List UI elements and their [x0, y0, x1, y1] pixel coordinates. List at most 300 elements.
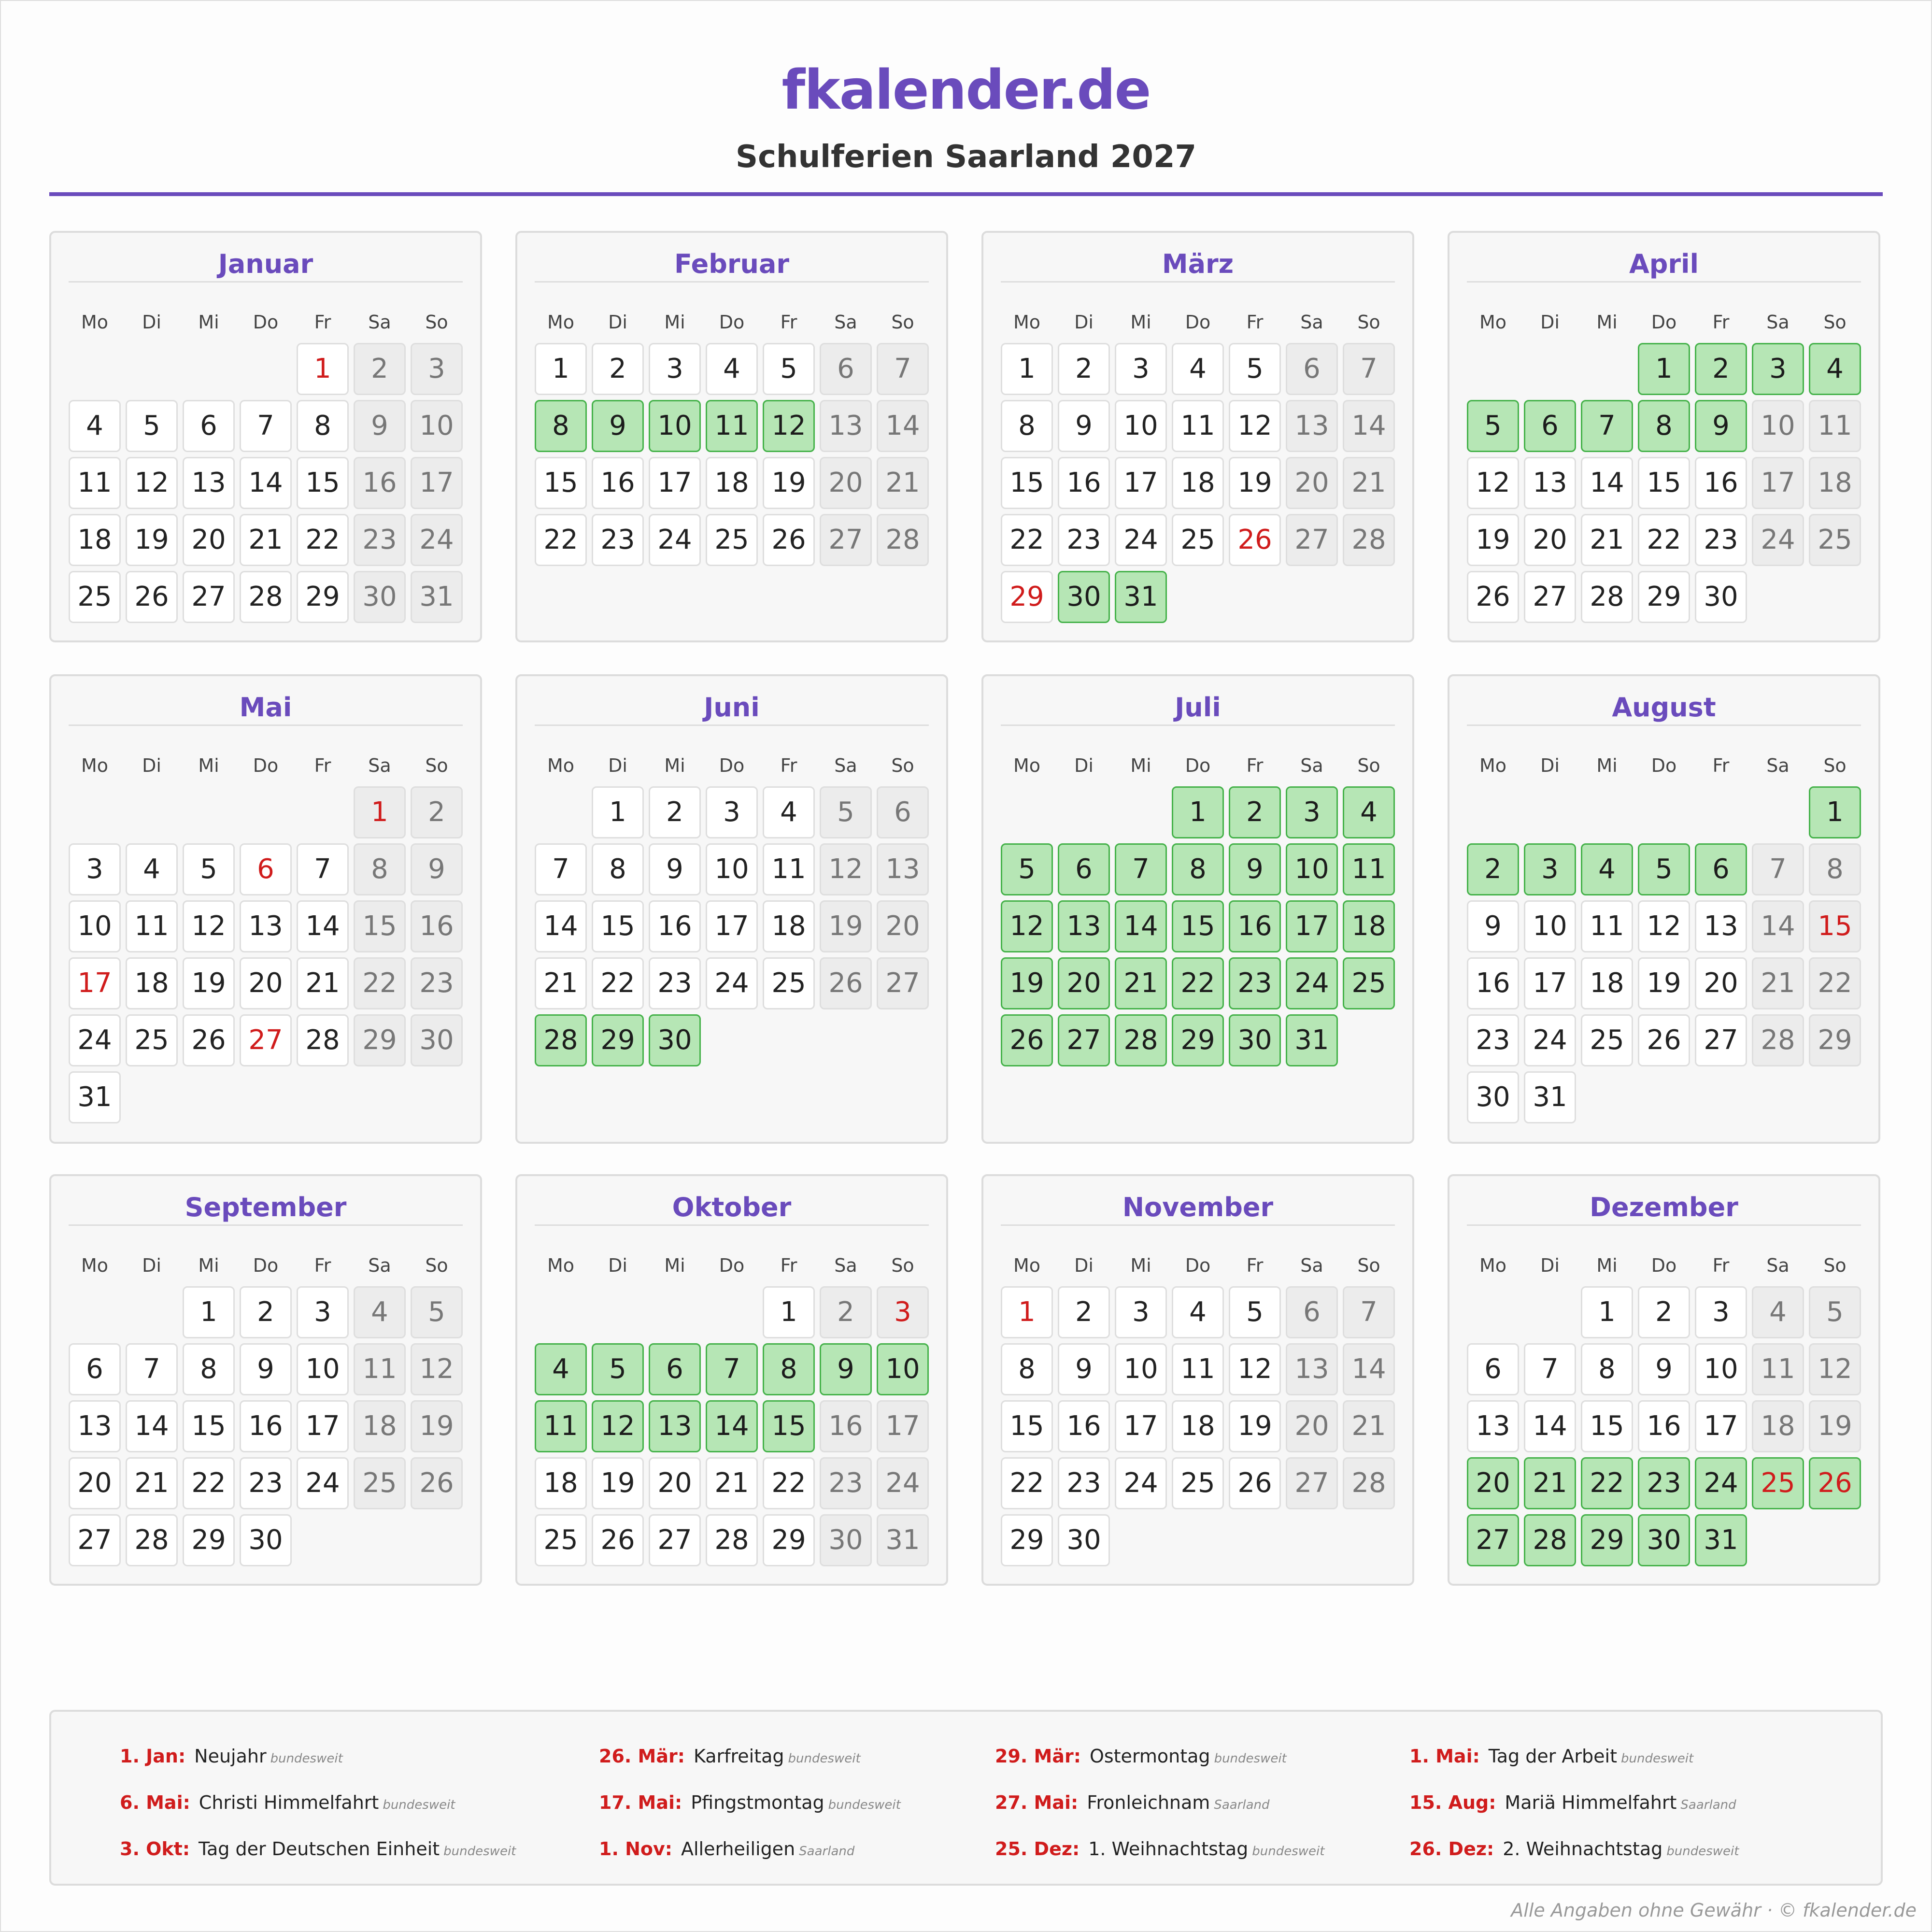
day-cell: 26 — [1467, 571, 1519, 623]
day-cell: 14 — [1115, 900, 1167, 952]
day-cell: 17 — [411, 457, 463, 509]
day-cell: 9 — [1058, 400, 1110, 452]
legend-holiday-name: Fronleichnam — [1087, 1792, 1210, 1813]
day-cell: 14 — [297, 900, 349, 952]
weekday-header: So — [891, 312, 914, 333]
month-4 — [1448, 231, 1880, 642]
weekday-header: Fr — [1246, 1255, 1264, 1276]
day-cell: 2 — [592, 343, 644, 395]
day-cell: 30 — [820, 1514, 872, 1566]
weekday-header: So — [1823, 1255, 1847, 1276]
day-cell: 5 — [126, 400, 178, 452]
page-title: Schulferien Saarland 2027 — [735, 139, 1197, 175]
day-cell: 3 — [706, 786, 758, 838]
day-cell: 30 — [1229, 1014, 1281, 1066]
day-cell: 18 — [1581, 957, 1633, 1009]
month-11 — [981, 1174, 1414, 1586]
day-cell: 31 — [1695, 1514, 1747, 1566]
day-cell: 3 — [1524, 843, 1576, 895]
day-cell: 11 — [1752, 1343, 1804, 1395]
day-cell: 6 — [183, 400, 235, 452]
weekday-header: Mo — [1013, 755, 1041, 776]
legend-entry — [120, 1742, 343, 1771]
day-cell: 29 — [354, 1014, 406, 1066]
day-cell: 22 — [535, 514, 587, 566]
day-cell: 5 — [1229, 1286, 1281, 1338]
day-cell: 16 — [411, 900, 463, 952]
day-cell: 14 — [535, 900, 587, 952]
month-1 — [49, 231, 482, 642]
day-cell: 21 — [1115, 957, 1167, 1009]
weekday-header: Mi — [1596, 755, 1618, 776]
legend-holiday-name: 1. Weihnachtstag — [1088, 1838, 1249, 1860]
weekday-header: So — [1357, 312, 1380, 333]
day-cell: 18 — [1752, 1400, 1804, 1452]
day-cell: 27 — [1524, 571, 1576, 623]
day-cell: 20 — [820, 457, 872, 509]
day-cell: 24 — [1115, 514, 1167, 566]
day-cell: 8 — [1001, 400, 1053, 452]
day-cell: 27 — [69, 1514, 121, 1566]
day-cell: 4 — [1172, 343, 1224, 395]
legend-holiday-name: Neujahr — [194, 1746, 267, 1767]
day-cell: 11 — [1809, 400, 1861, 452]
legend-date: 3. Okt: — [120, 1838, 190, 1860]
day-cell: 21 — [877, 457, 929, 509]
day-cell: 17 — [877, 1400, 929, 1452]
day-cell: 27 — [183, 571, 235, 623]
day-cell: 11 — [69, 457, 121, 509]
day-cell: 6 — [1524, 400, 1576, 452]
footer-disclaimer: Alle Angaben ohne Gewähr · © fkalender.de — [1511, 1900, 1917, 1921]
legend-entry — [120, 1834, 516, 1863]
weekday-header: Sa — [1300, 312, 1323, 333]
day-cell: 13 — [1286, 400, 1338, 452]
day-cell: 8 — [1638, 400, 1690, 452]
day-cell: 13 — [877, 843, 929, 895]
legend-holiday-name: Ostermontag — [1089, 1746, 1210, 1767]
day-cell: 24 — [297, 1457, 349, 1509]
day-cell: 26 — [820, 957, 872, 1009]
weekday-header: So — [425, 312, 448, 333]
day-cell: 23 — [820, 1457, 872, 1509]
day-cell: 15 — [1638, 457, 1690, 509]
day-cell: 24 — [1286, 957, 1338, 1009]
day-cell: 25 — [1581, 1014, 1633, 1066]
weekday-header: Fr — [780, 755, 797, 776]
day-cell: 12 — [820, 843, 872, 895]
day-cell: 4 — [1581, 843, 1633, 895]
day-cell: 30 — [240, 1514, 292, 1566]
day-cell: 8 — [183, 1343, 235, 1395]
weekday-header: Mi — [198, 1255, 219, 1276]
day-cell: 10 — [297, 1343, 349, 1395]
weekday-header: Mi — [1130, 755, 1151, 776]
weekday-header: Do — [1185, 1255, 1211, 1276]
day-cell: 19 — [1001, 957, 1053, 1009]
day-cell: 26 — [592, 1514, 644, 1566]
day-cell: 13 — [820, 400, 872, 452]
month-name: August — [1467, 691, 1861, 726]
day-cell: 18 — [1809, 457, 1861, 509]
weekday-header: Fr — [314, 1255, 331, 1276]
day-cell: 23 — [592, 514, 644, 566]
day-cell: 2 — [649, 786, 701, 838]
day-cell: 13 — [1524, 457, 1576, 509]
day-cell: 19 — [820, 900, 872, 952]
weekday-header: Sa — [1766, 1255, 1790, 1276]
weekday-header: Mi — [1130, 1255, 1151, 1276]
day-cell: 19 — [1467, 514, 1519, 566]
day-cell: 19 — [126, 514, 178, 566]
day-cell: 22 — [1001, 514, 1053, 566]
day-cell: 22 — [1581, 1457, 1633, 1509]
day-cell: 28 — [1343, 1457, 1395, 1509]
day-cell: 8 — [1172, 843, 1224, 895]
weekday-header: Di — [608, 1255, 627, 1276]
day-cell: 23 — [1467, 1014, 1519, 1066]
day-cell: 11 — [535, 1400, 587, 1452]
day-cell: 31 — [411, 571, 463, 623]
day-cell: 20 — [877, 900, 929, 952]
day-cell: 25 — [763, 957, 815, 1009]
legend-date: 25. Dez: — [995, 1838, 1080, 1860]
weekday-header: Fr — [1712, 755, 1730, 776]
weekday-header: Mo — [1479, 1255, 1507, 1276]
day-cell: 7 — [706, 1343, 758, 1395]
legend-scope: bundesweit — [1666, 1844, 1739, 1859]
legend-entry — [995, 1834, 1324, 1863]
weekday-header: So — [425, 755, 448, 776]
day-cell: 18 — [354, 1400, 406, 1452]
day-cell: 6 — [1286, 1286, 1338, 1338]
day-cell: 14 — [1752, 900, 1804, 952]
day-cell: 7 — [1524, 1343, 1576, 1395]
weekday-header: Di — [1540, 755, 1560, 776]
weekday-header: Do — [253, 312, 279, 333]
day-cell: 3 — [411, 343, 463, 395]
weekday-header: Sa — [368, 312, 391, 333]
day-cell: 28 — [297, 1014, 349, 1066]
day-cell: 11 — [1581, 900, 1633, 952]
month-name: November — [1001, 1191, 1395, 1226]
day-cell: 25 — [535, 1514, 587, 1566]
day-cell: 9 — [240, 1343, 292, 1395]
weekday-header: Di — [1540, 1255, 1560, 1276]
legend-date: 26. Mär: — [599, 1746, 685, 1767]
day-cell: 23 — [354, 514, 406, 566]
day-cell: 12 — [126, 457, 178, 509]
day-cell: 21 — [240, 514, 292, 566]
day-cell: 10 — [706, 843, 758, 895]
day-cell: 22 — [592, 957, 644, 1009]
legend-scope: bundesweit — [1252, 1844, 1325, 1859]
day-cell: 9 — [1229, 843, 1281, 895]
day-cell: 18 — [706, 457, 758, 509]
weekday-header: Mo — [81, 1255, 109, 1276]
day-cell: 20 — [1058, 957, 1110, 1009]
legend-scope: bundesweit — [1214, 1751, 1287, 1766]
day-cell: 13 — [240, 900, 292, 952]
weekday-header: Sa — [368, 755, 391, 776]
day-cell: 23 — [1638, 1457, 1690, 1509]
weekday-header: So — [425, 1255, 448, 1276]
day-cell: 23 — [1695, 514, 1747, 566]
day-cell: 20 — [183, 514, 235, 566]
day-cell: 6 — [820, 343, 872, 395]
legend-scope: bundesweit — [828, 1798, 901, 1812]
day-cell: 21 — [706, 1457, 758, 1509]
weekday-header: Do — [253, 755, 279, 776]
weekday-header: Mo — [81, 312, 109, 333]
day-cell: 17 — [297, 1400, 349, 1452]
legend-date: 27. Mai: — [995, 1792, 1079, 1813]
legend-entry — [599, 1788, 901, 1817]
weekday-header: Di — [608, 755, 627, 776]
day-cell: 27 — [240, 1014, 292, 1066]
day-cell: 19 — [1809, 1400, 1861, 1452]
day-cell: 17 — [1752, 457, 1804, 509]
day-cell: 7 — [535, 843, 587, 895]
day-cell: 28 — [1581, 571, 1633, 623]
weekday-header: Do — [719, 312, 745, 333]
day-cell: 27 — [820, 514, 872, 566]
day-cell: 1 — [354, 786, 406, 838]
day-cell: 2 — [411, 786, 463, 838]
day-cell: 25 — [1172, 1457, 1224, 1509]
day-cell: 9 — [592, 400, 644, 452]
day-cell: 7 — [1343, 343, 1395, 395]
day-cell: 28 — [1115, 1014, 1167, 1066]
day-cell: 28 — [535, 1014, 587, 1066]
weekday-header: Di — [142, 755, 161, 776]
legend-holiday-name: Tag der Arbeit — [1488, 1746, 1617, 1767]
legend-date: 26. Dez: — [1409, 1838, 1494, 1860]
day-cell: 14 — [1581, 457, 1633, 509]
day-cell: 15 — [1581, 1400, 1633, 1452]
legend-entry — [1409, 1742, 1693, 1771]
weekday-header: Mo — [547, 312, 575, 333]
legend-entry — [120, 1788, 455, 1817]
day-cell: 26 — [1001, 1014, 1053, 1066]
day-cell: 23 — [1229, 957, 1281, 1009]
day-cell: 23 — [1058, 514, 1110, 566]
weekday-header: So — [891, 1255, 914, 1276]
month-name: Juni — [535, 691, 929, 726]
day-cell: 14 — [877, 400, 929, 452]
legend-scope: Saarland — [799, 1844, 855, 1859]
day-cell: 13 — [1467, 1400, 1519, 1452]
month-name: April — [1467, 247, 1861, 283]
day-cell: 12 — [1638, 900, 1690, 952]
day-cell: 14 — [240, 457, 292, 509]
day-cell: 7 — [240, 400, 292, 452]
day-cell: 6 — [1695, 843, 1747, 895]
day-cell: 27 — [1695, 1014, 1747, 1066]
day-cell: 1 — [1638, 343, 1690, 395]
legend-date: 15. Aug: — [1409, 1792, 1496, 1813]
day-cell: 10 — [1115, 1343, 1167, 1395]
day-cell: 15 — [592, 900, 644, 952]
day-cell: 1 — [1809, 786, 1861, 838]
month-name: September — [69, 1191, 463, 1226]
day-cell: 25 — [1343, 957, 1395, 1009]
day-cell: 12 — [763, 400, 815, 452]
day-cell: 16 — [1467, 957, 1519, 1009]
day-cell: 20 — [1286, 457, 1338, 509]
month-name: Januar — [69, 247, 463, 283]
day-cell: 5 — [1809, 1286, 1861, 1338]
weekday-header: Di — [1540, 312, 1560, 333]
day-cell: 1 — [297, 343, 349, 395]
day-cell: 30 — [649, 1014, 701, 1066]
day-cell: 12 — [1001, 900, 1053, 952]
day-cell: 28 — [126, 1514, 178, 1566]
weekday-header: Sa — [1766, 312, 1790, 333]
day-cell: 18 — [126, 957, 178, 1009]
day-cell: 17 — [1524, 957, 1576, 1009]
day-cell: 17 — [69, 957, 121, 1009]
day-cell: 8 — [1001, 1343, 1053, 1395]
day-cell: 28 — [1752, 1014, 1804, 1066]
day-cell: 26 — [411, 1457, 463, 1509]
legend-scope: bundesweit — [1620, 1751, 1694, 1766]
day-cell: 29 — [1581, 1514, 1633, 1566]
day-cell: 27 — [649, 1514, 701, 1566]
day-cell: 4 — [706, 343, 758, 395]
day-cell: 28 — [877, 514, 929, 566]
day-cell: 10 — [877, 1343, 929, 1395]
weekday-header: Fr — [1246, 312, 1264, 333]
weekday-header: Do — [1651, 312, 1677, 333]
day-cell: 22 — [1638, 514, 1690, 566]
day-cell: 1 — [1172, 786, 1224, 838]
day-cell: 20 — [1467, 1457, 1519, 1509]
weekday-header: So — [1357, 755, 1380, 776]
day-cell: 8 — [1809, 843, 1861, 895]
day-cell: 4 — [535, 1343, 587, 1395]
weekday-header: Di — [1074, 312, 1094, 333]
weekday-header: Sa — [368, 1255, 391, 1276]
day-cell: 26 — [1809, 1457, 1861, 1509]
day-cell: 26 — [1229, 1457, 1281, 1509]
day-cell: 18 — [1343, 900, 1395, 952]
day-cell: 15 — [1809, 900, 1861, 952]
weekday-header: Mo — [547, 755, 575, 776]
day-cell: 1 — [592, 786, 644, 838]
day-cell: 5 — [411, 1286, 463, 1338]
day-cell: 10 — [69, 900, 121, 952]
day-cell: 7 — [297, 843, 349, 895]
legend-scope: Saarland — [1680, 1798, 1736, 1812]
day-cell: 14 — [1524, 1400, 1576, 1452]
day-cell: 8 — [1581, 1343, 1633, 1395]
day-cell: 21 — [1581, 514, 1633, 566]
day-cell: 27 — [1286, 514, 1338, 566]
day-cell: 2 — [1058, 343, 1110, 395]
month-9 — [49, 1174, 482, 1586]
legend-entry — [995, 1742, 1287, 1771]
day-cell: 2 — [354, 343, 406, 395]
day-cell: 3 — [649, 343, 701, 395]
day-cell: 31 — [1115, 571, 1167, 623]
day-cell: 19 — [1638, 957, 1690, 1009]
day-cell: 4 — [763, 786, 815, 838]
legend-scope: Saarland — [1214, 1798, 1270, 1812]
day-cell: 22 — [1809, 957, 1861, 1009]
day-cell: 9 — [1695, 400, 1747, 452]
day-cell: 5 — [1001, 843, 1053, 895]
month-name: Oktober — [535, 1191, 929, 1226]
day-cell: 7 — [126, 1343, 178, 1395]
day-cell: 25 — [1809, 514, 1861, 566]
day-cell: 3 — [1752, 343, 1804, 395]
weekday-header: Mo — [81, 755, 109, 776]
day-cell: 7 — [1115, 843, 1167, 895]
day-cell: 23 — [411, 957, 463, 1009]
day-cell: 17 — [1695, 1400, 1747, 1452]
day-cell: 28 — [240, 571, 292, 623]
day-cell: 9 — [820, 1343, 872, 1395]
day-cell: 4 — [1172, 1286, 1224, 1338]
legend-holiday-name: Mariä Himmelfahrt — [1505, 1792, 1677, 1813]
day-cell: 4 — [1752, 1286, 1804, 1338]
day-cell: 11 — [354, 1343, 406, 1395]
day-cell: 2 — [1638, 1286, 1690, 1338]
day-cell: 6 — [1286, 343, 1338, 395]
day-cell: 4 — [126, 843, 178, 895]
title-divider — [49, 192, 1883, 196]
day-cell: 11 — [1343, 843, 1395, 895]
day-cell: 6 — [1058, 843, 1110, 895]
day-cell: 11 — [126, 900, 178, 952]
legend-holiday-name: Tag der Deutschen Einheit — [199, 1838, 440, 1860]
day-cell: 31 — [1524, 1071, 1576, 1123]
day-cell: 9 — [354, 400, 406, 452]
month-name: Februar — [535, 247, 929, 283]
day-cell: 24 — [1752, 514, 1804, 566]
day-cell: 19 — [1229, 1400, 1281, 1452]
day-cell: 18 — [535, 1457, 587, 1509]
weekday-header: Mo — [547, 1255, 575, 1276]
day-cell: 25 — [354, 1457, 406, 1509]
weekday-header: Fr — [1246, 755, 1264, 776]
legend-holiday-name: 2. Weihnachtstag — [1503, 1838, 1663, 1860]
day-cell: 23 — [649, 957, 701, 1009]
day-cell: 30 — [1695, 571, 1747, 623]
weekday-header: Mi — [198, 755, 219, 776]
day-cell: 2 — [1058, 1286, 1110, 1338]
weekday-header: Mi — [1130, 312, 1151, 333]
day-cell: 14 — [706, 1400, 758, 1452]
month-12 — [1448, 1174, 1880, 1586]
day-cell: 25 — [1172, 514, 1224, 566]
weekday-header: Mi — [664, 1255, 685, 1276]
day-cell: 6 — [69, 1343, 121, 1395]
day-cell: 24 — [69, 1014, 121, 1066]
day-cell: 21 — [1343, 1400, 1395, 1452]
day-cell: 30 — [1058, 571, 1110, 623]
day-cell: 21 — [1752, 957, 1804, 1009]
day-cell: 13 — [69, 1400, 121, 1452]
weekday-header: Sa — [1766, 755, 1790, 776]
weekday-header: Do — [719, 755, 745, 776]
day-cell: 12 — [1229, 1343, 1281, 1395]
day-cell: 1 — [1001, 343, 1053, 395]
day-cell: 24 — [706, 957, 758, 1009]
day-cell: 26 — [763, 514, 815, 566]
legend-date: 29. Mär: — [995, 1746, 1081, 1767]
